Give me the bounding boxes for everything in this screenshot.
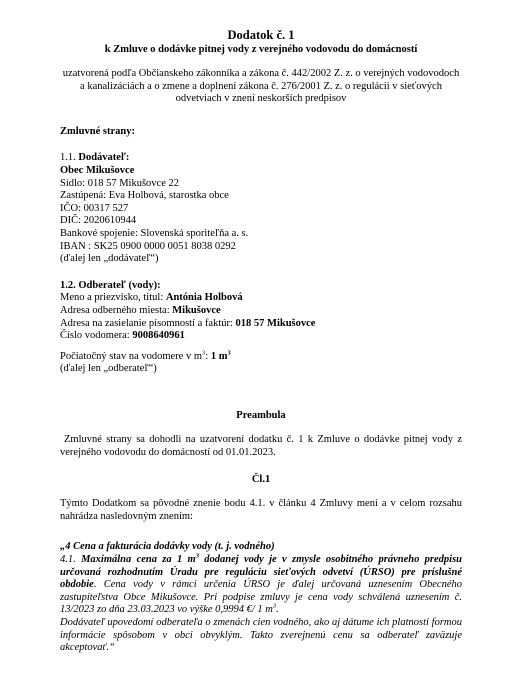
article1-heading: Čl.1 — [251, 473, 271, 485]
customer-name-label: Meno a priezvisko, titul: — [60, 292, 166, 304]
customer-state-sup: 3 — [202, 349, 206, 357]
p1-sup2: 3 — [272, 602, 277, 610]
p1-bold-b: dodanej vody je v zmysle osobitného právneho predpisu určovaná rozhodnutím Úradu pre reguláciu sieťových odvetví (ÚRSO) pre príslušné obdobie — [60, 554, 463, 591]
supplier-label-line — [60, 152, 462, 165]
customer-meter-value: 9008640961 — [132, 330, 185, 342]
p1-bold-a: Maximálna cena za 1 m — [81, 554, 196, 566]
supplier-alias: (ďalej len „dodávateľ“) — [60, 253, 159, 265]
customer-place-label: Adresa odberného miesta: — [60, 304, 173, 316]
supplier-number: 1.1. — [60, 152, 76, 164]
supplier-address: Sídlo: 018 57 Mikušovce 22 — [60, 177, 180, 189]
supplier-representative: Zastúpená: Eva Holbová, starostka obce — [60, 190, 229, 202]
preamble-text: Zmluvné strany sa dohodli na uzatvorení dodatku č. 1 k Zmluve o dodávke pitnej vody z verejného vodovodu do domácností od 01.01.2023. — [60, 434, 462, 459]
document-title: Dodatok č. 1 — [227, 28, 295, 42]
customer-place-value: Mikušovce — [172, 304, 221, 316]
p1-end: . — [276, 604, 279, 616]
customer-block — [60, 280, 462, 376]
customer-state-sep: : — [205, 350, 211, 362]
supplier-block — [60, 152, 462, 265]
customer-state-label: Počiatočný stav na vodomere v m — [60, 350, 203, 362]
customer-mail-line — [60, 318, 462, 331]
supplier-name: Obec Mikušovce — [60, 164, 135, 176]
customer-mail-value: 018 57 Mikušovce — [235, 317, 316, 329]
supplier-ico: IČO: 00317 527 — [60, 202, 129, 214]
p1-sup: 3 — [195, 552, 199, 560]
p1-number: 4.1. — [60, 554, 82, 566]
quote-title: „4 Cena a fakturácia dodávky vody (t. j. vodného) — [60, 541, 275, 553]
supplier-bank: Bankové spojenie: Slovenská sporiteľňa a. s. — [60, 227, 249, 239]
quoted-clause — [60, 541, 462, 654]
customer-name-line — [60, 292, 462, 305]
customer-alias: (ďalej len „odberateľ“) — [60, 363, 157, 375]
customer-state-line — [60, 351, 462, 364]
article1-text: Týmto Dodatkom sa pôvodné znenie bodu 4.1. v článku 4 Zmluvy mení a v celom rozsahu nahrádza nasledovným znením: — [60, 498, 462, 522]
p1-rest: . Cena vody v rámci určenia ÚRSO je ďalej určovaná uznesením Obecného zastupiteľstva Obce Mikušovce. Pri podpise zmluvy je cena vody schválená uznesením č. 13/2023 zo dňa 23.03.2023 vo výške 0,9994 €/ 1 m — [60, 579, 462, 616]
customer-label: 1.2. Odberateľ (vody): — [60, 279, 161, 291]
customer-place-line — [60, 305, 462, 318]
customer-state-value-sup: 3 — [227, 349, 231, 357]
quote-paragraph-1 — [60, 554, 462, 617]
supplier-iban: IBAN : SK25 0900 0000 0051 8038 0292 — [60, 240, 236, 252]
document-page — [60, 28, 462, 655]
customer-mail-label: Adresa na zasielanie písomností a faktúr: — [60, 317, 236, 329]
customer-state-value: 1 m — [210, 350, 228, 362]
customer-name-value: Antónia Holbová — [165, 292, 243, 304]
parties-heading: Zmluvné strany: — [60, 125, 135, 137]
supplier-dic: DIČ: 2020610944 — [60, 215, 137, 227]
customer-meter-label: Číslo vodomera: — [60, 330, 133, 342]
customer-meter-line — [60, 330, 462, 343]
document-intro: uzatvorená podľa Občianskeho zákonníka a zákona č. 442/2002 Z. z. o verejných vodovodoch a kanalizáciách a o zmene a doplnení zákona č. 276/2001 Z. z. o regulácii v sieťových odvetviach v znení neskorších predpisov — [62, 68, 460, 105]
preamble-heading: Preambula — [236, 409, 286, 421]
document-subtitle: k Zmluve o dodávke pitnej vody z verejného vodovodu do domácností — [104, 44, 418, 55]
supplier-label: Dodávateľ: — [78, 152, 130, 164]
quote-paragraph-2: Dodávateľ upovedomí odberateľa o zmenách cien vodného, ako aj dátume ich platnosti formou informácie spôsobom v obci obvyklým. Takto zverejnenú cenu sa odberateľ zaväzuje akceptovať.“ — [60, 617, 462, 654]
